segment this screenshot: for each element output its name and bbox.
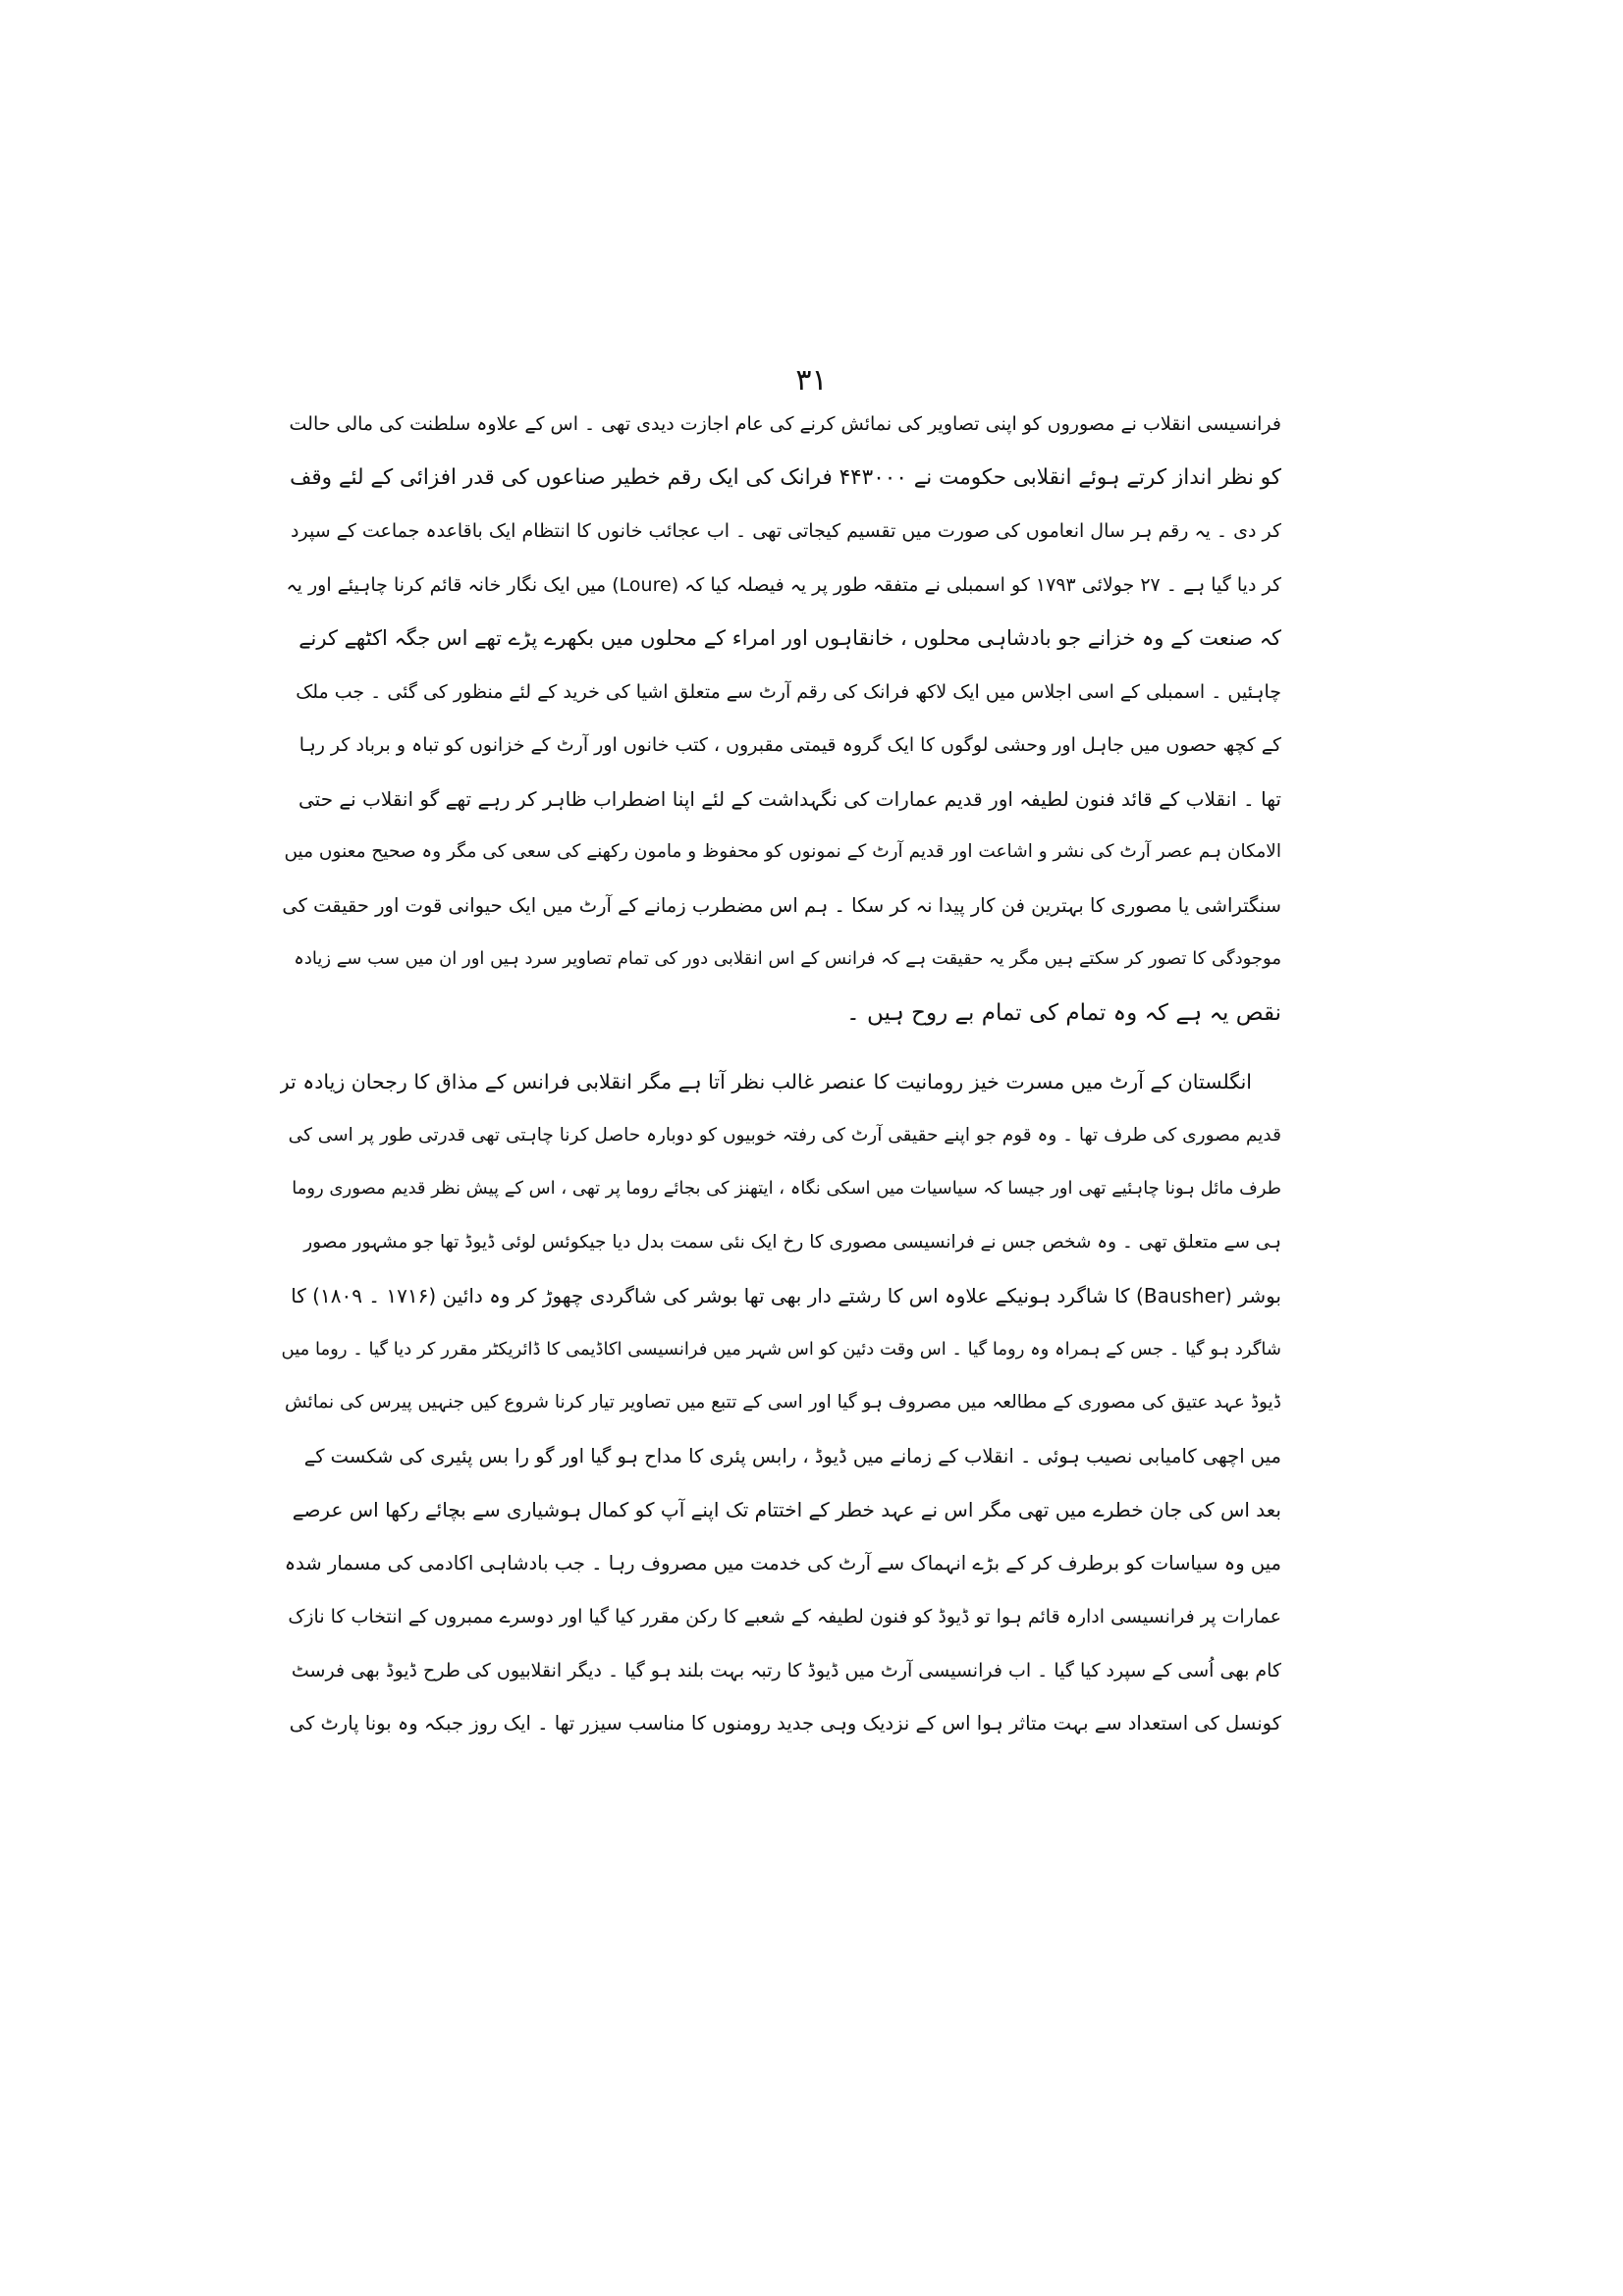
text-line: بعد اس کی جان خطرے میں تھی مگر اس نے عہد خطر کے اختتام تک اپنے آپ کو کمال ہوشیاری سے بچائے رکھا اس عرصے xyxy=(292,1498,1281,1522)
text-line: چاہئیں ۔ اسمبلی کے اسی اجلاس میں ایک لاکھ فرانک کی رقم آرٹ سے متعلق اشیا کی خرید کے لئے منظور کی گئی ۔ جب ملک xyxy=(296,680,1281,703)
text-line: میں وہ سیاسات کو برطرف کر کے بڑے انہماک سے آرٹ کی خدمت میں مصروف رہا ۔ جب بادشاہی اکادمی کی مسمار شدہ xyxy=(284,1551,1281,1575)
text-line: کہ صنعت کے وہ خزانے جو بادشاہی محلوں ، خانقاہوں اور امراء کے محلوں میں بکھرے پڑے تھے اس جگہ اکٹھے کرنے xyxy=(298,626,1281,650)
text-line: سنگتراشی یا مصوری کا بہترین فن کار پیدا نہ کر سکا ۔ ہم اس مضطرب زمانے کے آرٹ میں ایک حیوانی قوت اور حقیقت کی xyxy=(282,893,1281,917)
text-line: ڈیوڈ عہد عتیق کی مصوری کے مطالعہ میں مصروف ہو گیا اور اسی کے تتبع میں تصاویر تیار کرنا شروع کیں جنہیں پیرس کی نمائش xyxy=(284,1392,1281,1413)
text-line: بوشر (Bausher) کا شاگرد ہونیکے علاوہ اس کا رشتے دار بھی تھا بوشر کی شاگردی چھوڑ کر وہ دائین (۱۷۱۶ ۔ ۱۸۰۹) کا xyxy=(291,1284,1281,1308)
text-line: ہی سے متعلق تھی ۔ وہ شخص جس نے فرانسیسی مصوری کا رخ ایک نئی سمت بدل دیا جیکوئس لوئی ڈیوڈ تھا جو مشہور مصور xyxy=(303,1231,1281,1253)
text-line: میں اچھی کامیابی نصیب ہوئی ۔ انقلاب کے زمانے میں ڈیوڈ ، رابس پئری کا مداح ہو گیا اور گو را بس پئیری کی شکست کے xyxy=(303,1444,1281,1468)
page-number: ۳۱ xyxy=(795,363,828,398)
paragraph-1 xyxy=(280,398,1281,1040)
text-line: طرف مائل ہونا چاہئیے تھی اور جیسا کہ سیاسیات میں اسکی نگاہ ، ایتھنز کی بجائے روما پر تھی ، اس کے پیش نظر قدیم مصوری روما xyxy=(292,1178,1281,1199)
text-line: کر دیا گیا ہے ۔ ۲۷ جولائی ۱۷۹۳ کو اسمبلی نے متفقہ طور پر یہ فیصلہ کیا کہ (Loure) میں ایک نگار خانہ قائم کرنا چاہیئے اور یہ xyxy=(286,573,1281,596)
text-line: کام بھی اُسی کے سپرد کیا گیا ۔ اب فرانسیسی آرٹ میں ڈیوڈ کا رتبہ بہت بلند ہو گیا ۔ دیگر انقلابیوں کی طرح ڈیوڈ بھی فرسٹ xyxy=(291,1659,1281,1682)
text-line: تھا ۔ انقلاب کے قائد فنون لطیفہ اور قدیم عمارات کی نگہداشت کے لئے اپنا اضطراب ظاہر کر رہے تھے گو انقلاب نے حتی xyxy=(298,786,1281,811)
text-line: شاگرد ہو گیا ۔ جس کے ہمراہ وہ روما گیا ۔ اس وقت دئین کو اس شہر میں فرانسیسی اکاڈیمی کا ڈائریکٹر مقرر کر دیا گیا ۔ روما میں xyxy=(281,1338,1281,1360)
text-line: الامکان ہم عصر آرٹ کی نشر و اشاعت اور قدیم آرٹ کے نمونوں کو محفوظ و مامون رکھنے کی سعی کی مگر وہ صحیح معنوں میں xyxy=(284,841,1281,862)
text-line: کو نظر انداز کرتے ہوئے انقلابی حکومت نے ۴۴۳۰۰۰ فرانک کی ایک رقم خطیر صناعوں کی قدر افزائی کے لئے وقف xyxy=(290,464,1281,490)
text-line: کے کچھ حصوں میں جاہل اور وحشی لوگوں کا ایک گروہ قیمتی مقبروں ، کتب خانوں اور آرٹ کے خزانوں کو تباہ و برباد کر رہا xyxy=(298,734,1281,756)
text-line: انگلستان کے آرٹ میں مسرت خیز رومانیت کا عنصر غالب نظر آتا ہے مگر انقلابی فرانس کے مذاق کا رجحان زیادہ تر xyxy=(280,1070,1252,1094)
text-line: نقص یہ ہے کہ وہ تمام کی تمام بے روح ہیں ۔ xyxy=(846,999,1281,1026)
text-line: موجودگی کا تصور کر سکتے ہیں مگر یہ حقیقت ہے کہ فرانس کے اس انقلابی دور کی تمام تصاویر سرد ہیں اور ان میں سب سے زیادہ xyxy=(294,948,1281,969)
body-text xyxy=(280,398,1281,1751)
text-line: عمارات پر فرانسیسی ادارہ قائم ہوا تو ڈیوڈ کو فنون لطیفہ کے شعبے کا رکن مقرر کیا گیا اور دوسرے ممبروں کے انتخاب کا نازک xyxy=(288,1606,1281,1628)
text-line: قدیم مصوری کی طرف تھا ۔ وہ قوم جو اپنے حقیقی آرٹ کی رفتہ خوبیوں کو دوبارہ حاصل کرنا چاہتی تھی قدرتی طور پر اسی کی xyxy=(288,1124,1281,1146)
text-line: کونسل کی استعداد سے بہت متاثر ہوا اس کے نزدیک وہی جدید رومنوں کا مناسب سیزر تھا ۔ ایک روز جبکہ وہ بونا پارٹ کی xyxy=(289,1712,1281,1735)
text-line: فرانسیسی انقلاب نے مصوروں کو اپنی تصاویر کی نمائش کرنے کی عام اجازت دیدی تھی ۔ اس کے علاوہ سلطنت کی مالی حالت xyxy=(289,413,1281,435)
paragraph-2 xyxy=(280,1055,1281,1751)
text-line: کر دی ۔ یہ رقم ہر سال انعاموں کی صورت میں تقسیم کیجاتی تھی ۔ اب عجائب خانوں کا انتظام ایک باقاعدہ جماعت کے سپرد xyxy=(291,520,1281,542)
